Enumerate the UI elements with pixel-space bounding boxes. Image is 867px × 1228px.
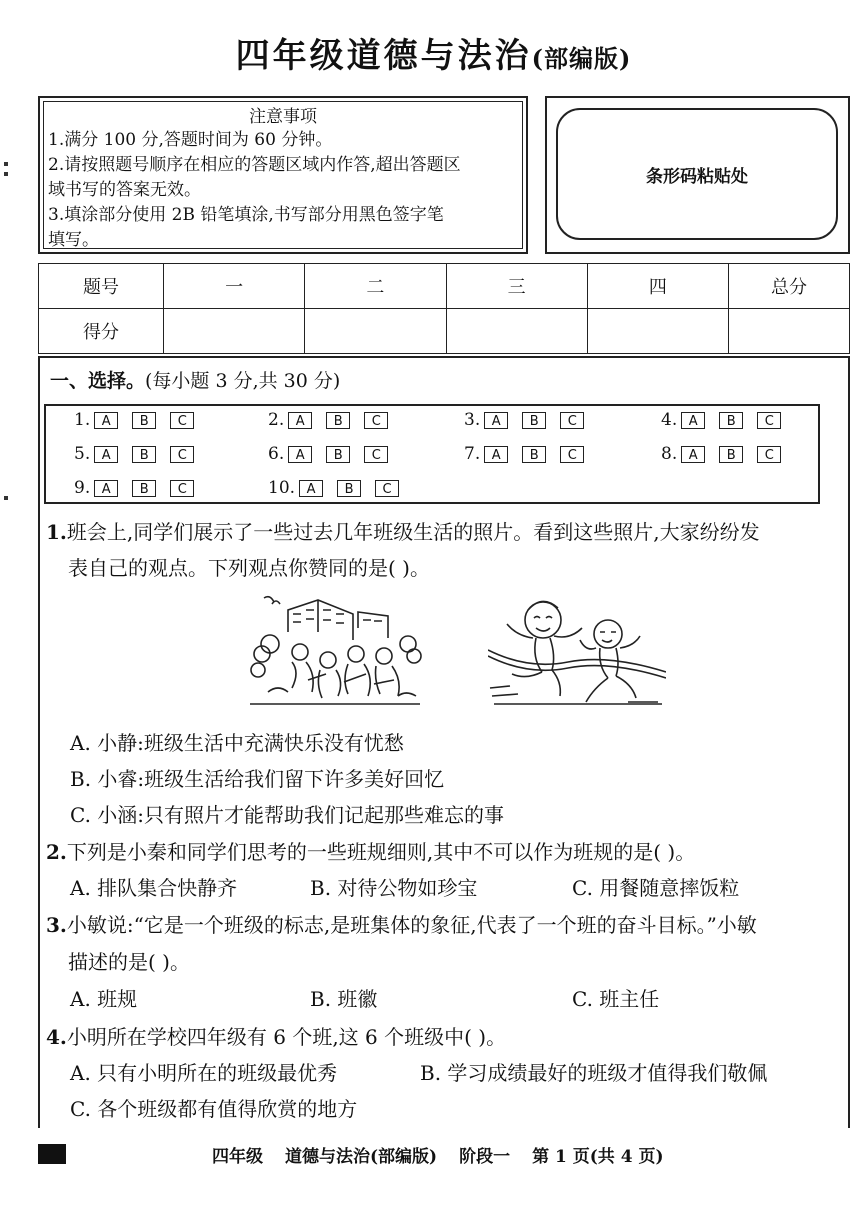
option-c-bubble[interactable]: C — [560, 446, 584, 463]
q3-option-a: A. 班规 — [70, 987, 138, 1011]
score-header-cell: 一 — [164, 264, 305, 309]
q2-option-a: A. 排队集合快静齐 — [70, 876, 238, 900]
notice-line: 3.填涂部分使用 2B 铅笔填涂,书写部分用黑色签字笔 — [48, 205, 444, 225]
question-2-line1 — [46, 834, 695, 870]
section-title: 一、选择。 — [50, 370, 146, 392]
option-c-bubble[interactable]: C — [757, 412, 781, 429]
answer-item — [268, 444, 398, 464]
notice-box — [38, 96, 528, 254]
option-c-bubble[interactable]: C — [170, 480, 194, 497]
notice-line: 域书写的答案无效。 — [48, 180, 201, 200]
q1-option-c: C. 小涵:只有照片才能帮助我们记起那些难忘的事 — [70, 803, 505, 827]
answer-number: 7. — [464, 444, 481, 464]
option-b-bubble[interactable]: B — [522, 446, 546, 463]
title-edition: (部编版) — [531, 44, 632, 73]
q1-option-b: B. 小睿:班级生活给我们留下许多美好回忆 — [70, 767, 445, 791]
question-text: 下列是小秦和同学们思考的一些班规细则,其中不可以作为班规的是( )。 — [66, 840, 696, 864]
answer-item — [464, 444, 594, 464]
question-text: 小敏说:“它是一个班级的标志,是班集体的象征,代表了一个班的奋斗目标。”小敏 — [66, 913, 757, 937]
scan-mark — [4, 172, 8, 176]
option-a-bubble[interactable]: A — [484, 412, 508, 429]
score-cell[interactable] — [729, 309, 850, 354]
option-b-bubble[interactable]: B — [719, 446, 743, 463]
q2-option-b: B. 对待公物如珍宝 — [310, 876, 478, 900]
footer-page: 第 1 页(共 4 页) — [532, 1147, 664, 1167]
q4-option-b: B. 学习成绩最好的班级才值得我们敬佩 — [420, 1061, 768, 1085]
answer-item — [74, 444, 204, 464]
score-table-header-row — [39, 264, 850, 309]
option-c-bubble[interactable]: C — [170, 446, 194, 463]
answer-number: 9. — [74, 478, 91, 498]
barcode-area — [545, 96, 850, 254]
notice-title: 注意事项 — [249, 107, 317, 127]
option-c-bubble[interactable]: C — [364, 412, 388, 429]
option-c-bubble[interactable]: C — [170, 412, 194, 429]
option-b-bubble[interactable]: B — [132, 446, 156, 463]
score-table — [38, 263, 850, 354]
question-number: 3. — [46, 913, 67, 937]
option-c-bubble[interactable]: C — [364, 446, 388, 463]
score-header-cell: 总分 — [729, 264, 850, 309]
option-b-bubble[interactable]: B — [326, 446, 350, 463]
question-4-line1 — [46, 1019, 506, 1055]
option-c-bubble[interactable]: C — [757, 446, 781, 463]
footer-grade: 四年级 — [212, 1147, 263, 1167]
answer-number: 8. — [661, 444, 678, 464]
option-b-bubble[interactable]: B — [719, 412, 743, 429]
barcode-label: 条形码粘贴处 — [556, 108, 838, 240]
title-main: 四年级道德与法治 — [235, 36, 532, 76]
q2-option-c: C. 用餐随意摔饭粒 — [572, 876, 740, 900]
score-cell[interactable] — [446, 309, 587, 354]
score-table-score-row — [39, 309, 850, 354]
option-a-bubble[interactable]: A — [681, 412, 705, 429]
question-3-line2: 描述的是( )。 — [68, 950, 190, 974]
option-a-bubble[interactable]: A — [94, 412, 118, 429]
question-text: 班会上,同学们展示了一些过去几年班级生活的照片。看到这些照片,大家纷纷发 — [66, 520, 760, 544]
option-b-bubble[interactable]: B — [132, 480, 156, 497]
option-b-bubble[interactable]: B — [132, 412, 156, 429]
answer-number: 3. — [464, 410, 481, 430]
page-title — [0, 28, 867, 77]
score-header-cell: 二 — [305, 264, 446, 309]
answer-number: 1. — [74, 410, 91, 430]
answer-item — [268, 478, 409, 498]
notice-line: 2.请按照题号顺序在相应的答题区域内作答,超出答题区 — [48, 155, 461, 175]
question-text: 小明所在学校四年级有 6 个班,这 6 个班级中( )。 — [66, 1025, 507, 1049]
answer-number: 2. — [268, 410, 285, 430]
answer-item — [661, 444, 791, 464]
footer-stage: 阶段一 — [459, 1147, 511, 1167]
answer-sheet — [44, 404, 820, 504]
answer-item — [74, 410, 204, 430]
score-cell[interactable] — [305, 309, 446, 354]
q1-option-a: A. 小静:班级生活中充满快乐没有忧愁 — [70, 731, 404, 755]
answer-item — [268, 410, 398, 430]
question-3-line1 — [46, 907, 757, 943]
question-number: 4. — [46, 1025, 67, 1049]
scan-mark — [4, 496, 8, 500]
option-a-bubble[interactable]: A — [299, 480, 323, 497]
q3-option-c: C. 班主任 — [572, 987, 660, 1011]
answer-number: 6. — [268, 444, 285, 464]
scan-mark — [4, 162, 8, 166]
q3-option-b: B. 班徽 — [310, 987, 378, 1011]
notice-line: 1.满分 100 分,答题时间为 60 分钟。 — [48, 130, 333, 150]
section-heading — [50, 366, 340, 393]
option-c-bubble[interactable]: C — [375, 480, 399, 497]
option-b-bubble[interactable]: B — [337, 480, 361, 497]
class-parade-illustration — [248, 592, 423, 710]
answer-number: 5. — [74, 444, 91, 464]
score-cell[interactable] — [587, 309, 728, 354]
question-1-line1 — [46, 514, 760, 550]
question-number: 1. — [46, 520, 67, 544]
score-header-cell: 三 — [446, 264, 587, 309]
q4-option-c: C. 各个班级都有值得欣赏的地方 — [70, 1097, 358, 1121]
footer-info — [212, 1142, 686, 1167]
answer-number: 4. — [661, 410, 678, 430]
running-race-illustration — [488, 592, 666, 710]
option-b-bubble[interactable]: B — [522, 412, 546, 429]
answer-item — [464, 410, 594, 430]
option-a-bubble[interactable]: A — [288, 412, 312, 429]
option-b-bubble[interactable]: B — [326, 412, 350, 429]
question-number: 2. — [46, 840, 67, 864]
answer-number: 10. — [268, 478, 296, 498]
section-note: (每小题 3 分,共 30 分) — [145, 370, 341, 392]
notice-line: 填写。 — [48, 230, 99, 250]
q4-option-a: A. 只有小明所在的班级最优秀 — [70, 1061, 338, 1085]
answer-item — [74, 478, 204, 498]
option-a-bubble[interactable]: A — [94, 480, 118, 497]
footer-subject: 道德与法治(部编版) — [285, 1147, 438, 1167]
registration-mark — [38, 1144, 66, 1164]
page-footer — [0, 1142, 867, 1170]
option-a-bubble[interactable]: A — [484, 446, 508, 463]
score-header-cell: 题号 — [39, 264, 164, 309]
answer-item — [661, 410, 791, 430]
score-cell[interactable] — [164, 309, 305, 354]
option-a-bubble[interactable]: A — [94, 446, 118, 463]
score-row-label: 得分 — [39, 309, 164, 354]
score-header-cell: 四 — [587, 264, 728, 309]
option-a-bubble[interactable]: A — [681, 446, 705, 463]
question-1-line2: 表自己的观点。下列观点你赞同的是( )。 — [68, 556, 430, 580]
option-a-bubble[interactable]: A — [288, 446, 312, 463]
option-c-bubble[interactable]: C — [560, 412, 584, 429]
